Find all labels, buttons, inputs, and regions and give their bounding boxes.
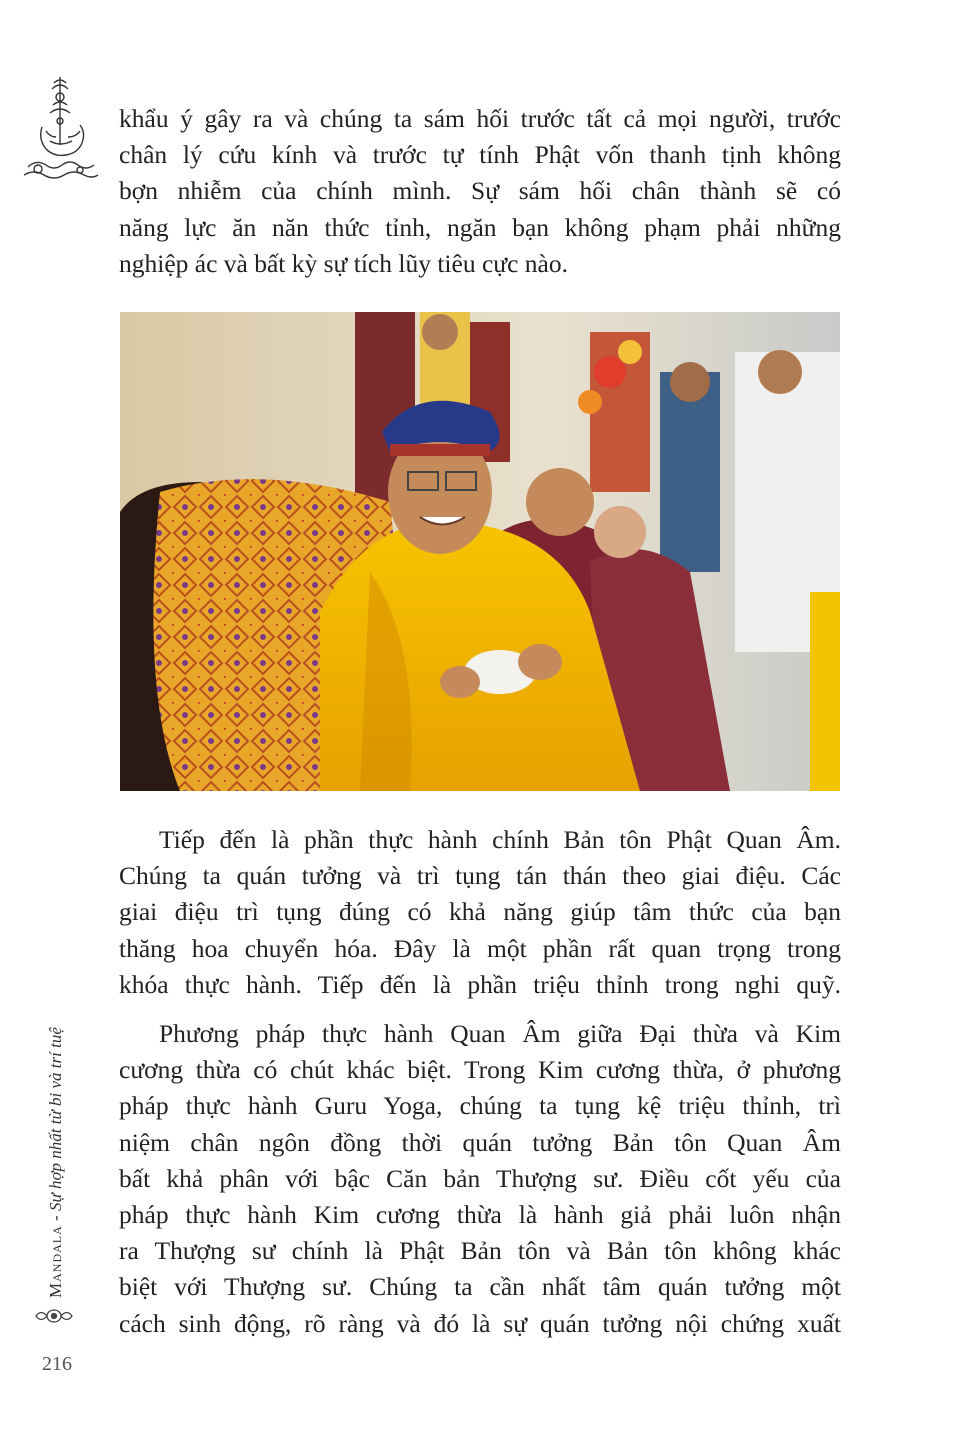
text-line: bất khả phân với bậc Căn bản Thượng sư. Điều cốt yếu của <box>119 1163 841 1193</box>
running-title <box>46 1027 66 1298</box>
text-line: pháp thực hành Kim cương thừa là hành giả phải luôn nhận <box>119 1199 841 1229</box>
page-number: 216 <box>42 1353 72 1375</box>
text-line: khẩu ý gây ra và chúng ta sám hối trước tất cả mọi người, trước <box>119 104 841 133</box>
text-line: thăng hoa chuyển hóa. Đây là một phần rất quan trọng trong <box>119 933 841 963</box>
knot-ornament-icon <box>34 1305 74 1327</box>
text-line: khóa thực hành. Tiếp đến là phần triệu thỉnh trong nghi quỹ. <box>119 969 841 999</box>
text-line: niệm chân ngôn đồng thời quán tưởng Bản tôn Quan Âm <box>119 1127 841 1157</box>
text-line: chân lý cứu kính và trước tự tính Phật vốn thanh tịnh không <box>119 140 841 170</box>
paragraph-2 <box>119 822 841 1003</box>
text-line: biệt với Thượng sư. Chúng ta cần nhất tâm quán tưởng một <box>119 1272 841 1302</box>
text-line: cách sinh động, rõ ràng và đó là sự quán tưởng nội chứng xuất <box>119 1308 841 1338</box>
text-line: Tiếp đến là phần thực hành chính Bản tôn Phật Quan Âm. <box>159 825 841 854</box>
paragraph-1 <box>119 101 841 282</box>
running-title-subtitle: Sự hợp nhất từ bi và trí tuệ <box>46 1027 65 1212</box>
text-line: Phương pháp thực hành Quan Âm giữa Đại thừa và Kim <box>159 1019 841 1048</box>
lama-photo <box>120 312 840 791</box>
text-line: nghiệp ác và bất kỳ sự tích lũy tiêu cực nào. <box>119 248 568 278</box>
text-line: cương thừa có chút khác biệt. Trong Kim cương thừa, ở phương <box>119 1055 841 1085</box>
running-title-separator: - <box>46 1211 65 1226</box>
text-line: Chúng ta quán tưởng và trì tụng tán thán theo giai điệu. Các <box>119 861 841 891</box>
running-title-brand: Mandala <box>46 1225 65 1298</box>
text-line: năng lực ăn năn thức tỉnh, ngăn bạn không phạm phải những <box>119 212 841 242</box>
paragraph-3 <box>119 1016 841 1342</box>
text-line: giai điệu trì tụng đúng có khả năng giúp tâm thức của bạn <box>119 897 841 927</box>
text-line: pháp thực hành Guru Yoga, chúng ta tụng kệ triệu thỉnh, trì <box>119 1091 841 1121</box>
vajra-hand-ornament-icon <box>20 75 100 185</box>
text-line: bợn nhiễm của chính mình. Sự sám hối chân thành sẽ có <box>119 176 841 206</box>
text-line: ra Thượng sư chính là Phật Bản tôn và Bản tôn không khác <box>119 1236 841 1266</box>
